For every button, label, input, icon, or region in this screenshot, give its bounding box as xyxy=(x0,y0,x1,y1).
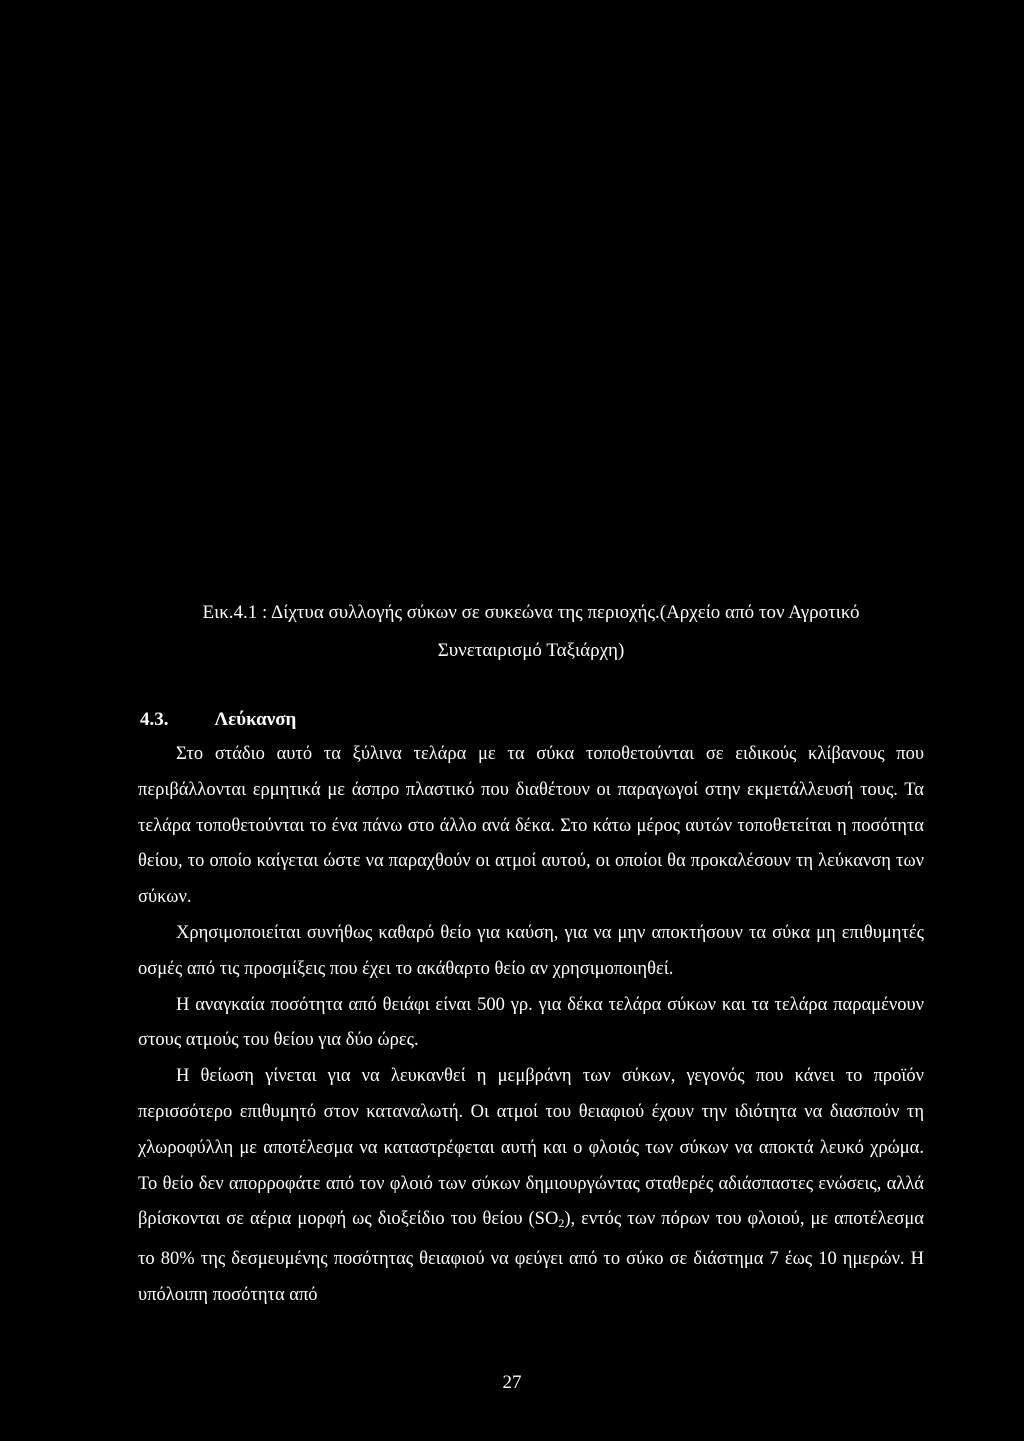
page-number: 27 xyxy=(502,1372,522,1393)
subscript-2: 2 xyxy=(558,1216,565,1231)
section-title: Λεύκανση xyxy=(214,709,297,730)
paragraph-2: Χρησιμοποιείται συνήθως καθαρό θείο για καύση, για να μην αποκτήσουν τα σύκα μη επιθυμητές οσμές από τις προσμίξεις που έχει το ακάθαρτο θείο αν χρησιμοποιηθεί. xyxy=(138,922,924,979)
paragraph-3: Η αναγκαία ποσότητα από θειάφι είναι 500 γρ. για δέκα τελάρα σύκων και τα τελάρα παραμένουν στους ατμούς του θείου για δύο ώρες. xyxy=(138,994,924,1051)
section-heading xyxy=(140,707,296,733)
paragraph-1: Στο στάδιο αυτό τα ξύλινα τελάρα με τα σύκα τοποθετούνται σε ειδικούς κλίβανους που περιβάλλονται ερμητικά με άσπρο πλαστικό που διαθέτουν οι παραγωγοί στην εκμετάλλευσή τους. Τα τελάρα τοποθετούνται το ένα πάνω στο άλλο ανά δέκα. Στο κάτω μέρος αυτών τοποθετείται η ποσότητα θείου, το οποίο καίγεται ώστε να παραχθούν οι ατμοί αυτού, οι οποίοι θα προκαλέσουν τη λεύκανση των σύκων. xyxy=(138,744,924,908)
paragraph-4 xyxy=(138,1059,924,1314)
section-number: 4.3. xyxy=(140,709,169,730)
figure-caption xyxy=(138,594,924,670)
caption-line-1: Εικ.4.1 : Δίχτυα συλλογής σύκων σε συκεώνα της περιοχής.(Αρχείο από τον Αγροτικό xyxy=(202,602,860,623)
body-text xyxy=(138,737,924,1314)
paragraph-4-text-a: Η θείωση γίνεται για να λευκανθεί η μεμβράνη των σύκων, γεγονός που κάνει το προϊόν περισσότερο επιθυμητό στον καταναλωτή. Οι ατμοί του θειαφιού έχουν την ιδιότητα να διασπούν τη χλωροφύλλη με αποτέλεσμα να καταστρέφεται αυτή και ο φλοιός των σύκων να αποκτά λευκό χρώμα. Το θείο δεν απορροφάτε από τον φλοιό των σύκων δημιουργώντας σταθερές αδιάσπαστες ενώσεις, αλλά βρίσκονται σε αέρια μορφή ως διοξείδιο του θείου (SO xyxy=(138,1066,924,1230)
paragraph-4-text-b: ), εντός των πόρων του φλοιού, με αποτέλεσμα το 80% της δεσμευμένης ποσότητας θειαφιού να φεύγει από το σύκο σε διάστημα 7 έως 10 ημερών. Η υπόλοιπη ποσότητα από xyxy=(138,1209,924,1305)
caption-line-2: Συνεταιρισμό Ταξιάρχη) xyxy=(437,640,625,661)
